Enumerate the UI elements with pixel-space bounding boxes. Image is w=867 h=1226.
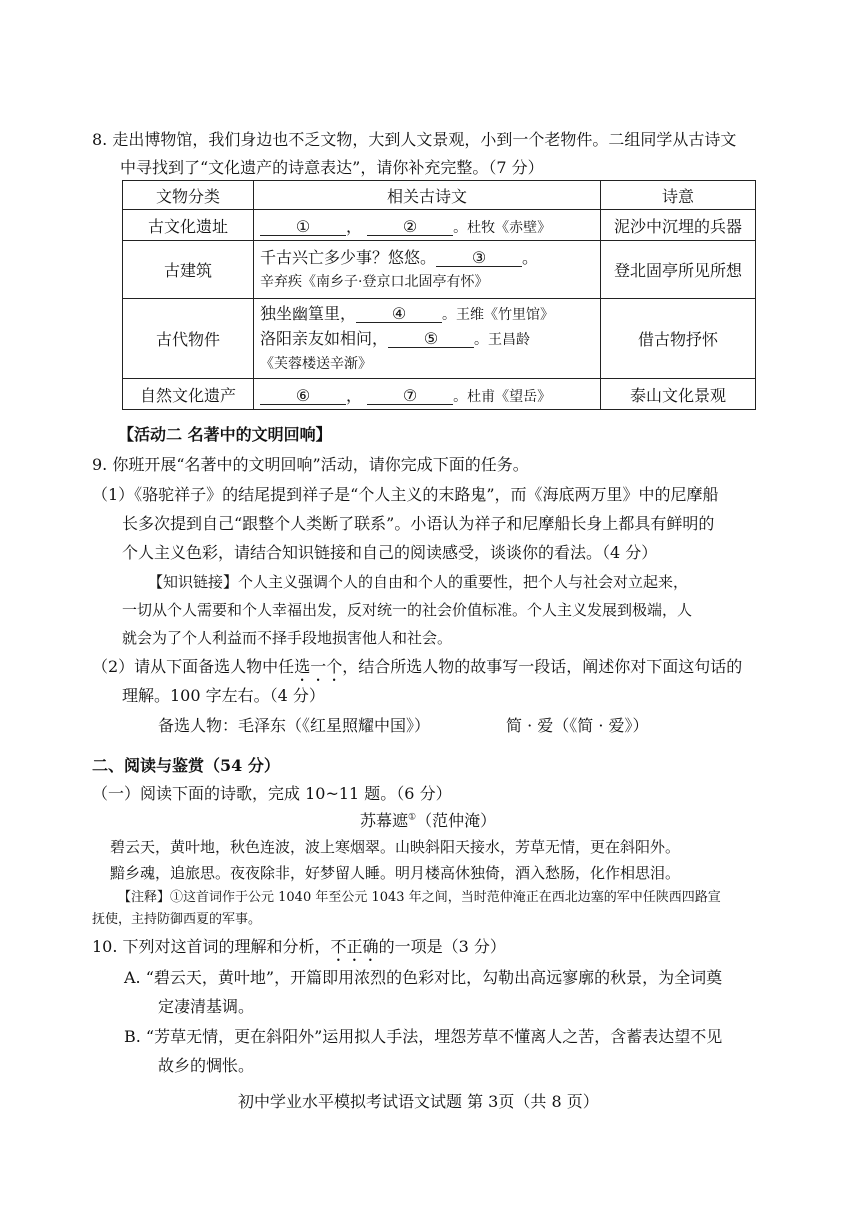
candidate-2: 简 · 爱（《简 · 爱》） <box>506 716 649 735</box>
q9-part2-line-1 <box>92 657 742 685</box>
q8-line-2: 中寻找到了“文化遗产的诗意表达”，请你补充完整。（7 分） <box>120 158 544 177</box>
q10-stem <box>92 937 506 965</box>
blank-6: ⑥ <box>260 387 346 406</box>
poem-title <box>360 811 496 830</box>
q10-option-b-line-2: 故乡的惆怅。 <box>158 1056 255 1075</box>
blank-2: ② <box>367 218 453 237</box>
poem-note-line-1: 【注释】①这首词作于公元 1040 年至公元 1043 年之间，当时范仲淹正在西北边塞的军中任陕西四路宣 <box>118 890 721 905</box>
knowledge-link-line-2: 一切从个人需要和个人幸福出发，反对统一的社会价值标准。个人主义发展到极端，人 <box>122 601 693 619</box>
row-citation: 辛弃疾《南乡子·登京口北固亭有怀》 <box>260 273 489 290</box>
table-row <box>123 241 756 299</box>
q9-part1-line-1: （1）《骆驼祥子》的结尾提到祥子是“个人主义的末路鬼”，而《海底两万里》中的尼摩船 <box>92 485 719 504</box>
blank-5: ⑤ <box>388 330 474 349</box>
row-citation: 《芙蓉楼送辛渐》 <box>260 355 372 372</box>
q10-stem-text: 的一项是（3 分） <box>378 937 506 956</box>
row-citation: 。杜牧《赤壁》 <box>453 219 552 236</box>
row-meaning: 登北固亭所见所想 <box>601 241 756 299</box>
row-meaning: 泥沙中沉埋的兵器 <box>601 210 756 241</box>
q10-stem-text: 10. 下列对这首词的理解和分析， <box>92 937 331 956</box>
q9-part2-emphasis: 选一个 <box>294 657 343 676</box>
knowledge-link-line-3: 就会为了个人利益而不择手段地损害他人和社会。 <box>122 629 453 647</box>
table-header-row <box>123 181 756 210</box>
table-row <box>123 299 756 379</box>
row-category: 古文化遗址 <box>123 210 254 241</box>
candidate-1: 备选人物：毛泽东（《红星照耀中国》） <box>158 716 431 735</box>
row-citation: 。王维《竹里馆》 <box>442 306 555 323</box>
poem-line-2: 黯乡魂，追旅思。夜夜除非，好梦留人睡。明月楼高休独倚，酒入愁肠，化作相思泪。 <box>110 864 681 882</box>
table-row <box>123 379 756 410</box>
q10-option-b-line-1: B. “芳草无情，更在斜阳外”运用拟人手法，埋怨芳草不懂离人之苦，含蓄表达望不见 <box>124 1027 723 1046</box>
q9-intro: 9. 你班开展“名著中的文明回响”活动，请你完成下面的任务。 <box>92 455 529 474</box>
poem-title-text: 苏幕遮 <box>360 811 409 830</box>
relics-table <box>122 180 756 410</box>
row-category: 古建筑 <box>123 241 254 299</box>
q10-option-a-line-2: 定凄清基调。 <box>158 997 255 1016</box>
blank-1: ① <box>260 218 346 237</box>
q10-option-a-line-1: A. “碧云天，黄叶地”，开篇即用浓烈的色彩对比，勾勒出高远寥廓的秋景，为全词奠 <box>124 968 723 987</box>
row-category: 自然文化遗产 <box>123 379 254 410</box>
poem-note-marker: ① <box>408 812 417 823</box>
row-poem <box>254 299 601 379</box>
q9-part2-line-2: 理解。100 字左右。（4 分） <box>122 686 325 705</box>
q9-part2-text: （2）请从下面备选人物中任 <box>92 657 295 676</box>
part-1-instruction: （一）阅读下面的诗歌，完成 10~11 题。（6 分） <box>92 784 452 803</box>
poem-text: 千古兴亡多少事？悠悠。 <box>260 247 437 267</box>
q9-part2-text: ，结合所选人物的故事写一段话，阐述你对下面这句话的 <box>342 657 743 676</box>
knowledge-link-line-1: 【知识链接】个人主义强调个人的自由和个人的重要性，把个人与社会对立起来， <box>148 573 689 591</box>
row-meaning: 泰山文化景观 <box>601 379 756 410</box>
table-row <box>123 210 756 241</box>
header-meaning: 诗意 <box>601 181 756 210</box>
row-citation: 。王昌龄 <box>474 331 531 348</box>
page-footer: 初中学业水平模拟考试语文试题 第 3页（共 8 页） <box>238 1092 599 1111</box>
q8-line-1: 8. 走出博物馆，我们身边也不乏文物，大到人文景观，小到一个老物件。二组同学从古诗文 <box>92 130 737 149</box>
header-category: 文物分类 <box>123 181 254 210</box>
q10-stem-emphasis: 不正确 <box>330 937 379 956</box>
poem-author: （范仲淹） <box>416 811 497 830</box>
header-poems: 相关古诗文 <box>254 181 601 210</box>
q9-part1-line-3: 个人主义色彩，请结合知识链接和自己的阅读感受，谈谈你的看法。（4 分） <box>122 543 658 562</box>
section-2-heading: 二、阅读与鉴赏（54 分） <box>92 756 280 775</box>
poem-text: 独坐幽篁里， <box>260 303 357 323</box>
poem-text: 洛阳亲友如相问， <box>260 328 389 348</box>
poem-line-1: 碧云天，黄叶地，秋色连波，波上寒烟翠。山映斜阳天接水，芳草无情，更在斜阳外。 <box>110 838 681 856</box>
blank-4: ④ <box>356 305 442 324</box>
poem-text: 。 <box>522 247 539 267</box>
blank-3: ③ <box>436 249 522 268</box>
q9-part1-line-2: 长多次提到自己“跟整个人类断了联系”。小语认为祥子和尼摩船长身上都具有鲜明的 <box>122 514 715 533</box>
row-poem: ① ， ② 。杜牧《赤壁》 <box>254 210 601 241</box>
row-category: 古代物件 <box>123 299 254 379</box>
row-poem: ⑥ ， ⑦ 。杜甫《望岳》 <box>254 379 601 410</box>
activity-2-heading: 【活动二 名著中的文明回响】 <box>118 425 332 444</box>
poem-note-line-2: 抚使，主持防御西夏的军事。 <box>92 912 262 927</box>
row-poem <box>254 241 601 299</box>
row-meaning: 借古物抒怀 <box>601 299 756 379</box>
blank-7: ⑦ <box>367 387 453 406</box>
row-citation: 。杜甫《望岳》 <box>453 388 552 405</box>
